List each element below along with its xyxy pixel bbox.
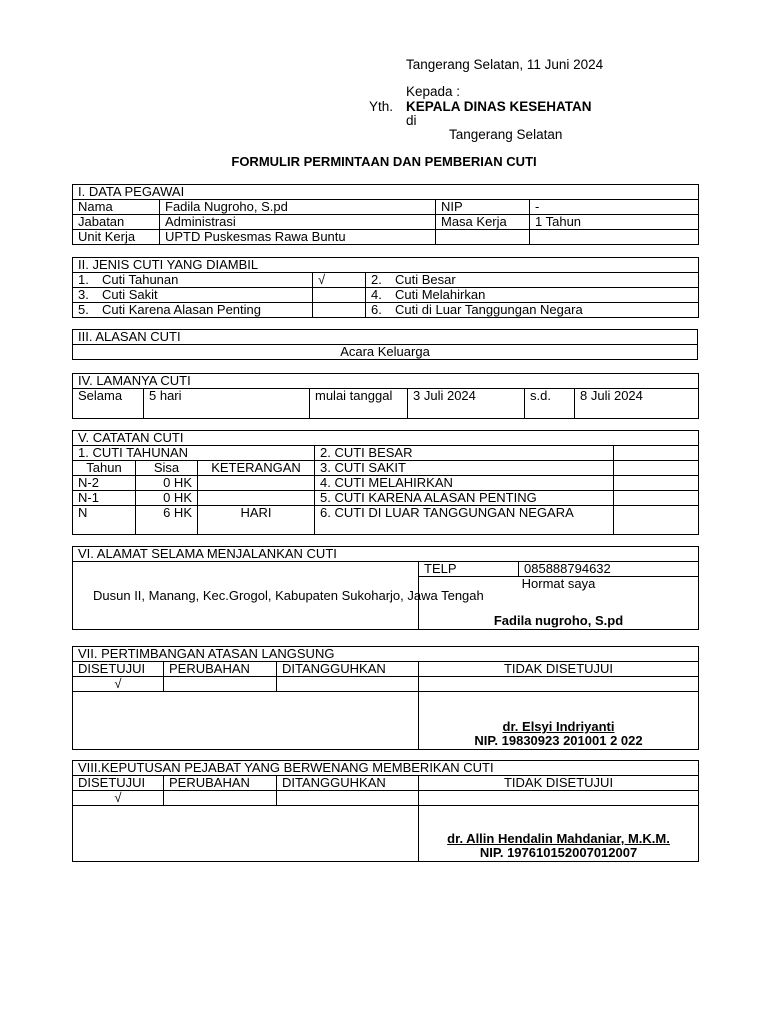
selama-value: 5 hari (144, 389, 310, 419)
col-perubahan: PERUBAHAN (164, 776, 277, 791)
hormat-saya: Hormat saya (521, 576, 596, 591)
section-data-pegawai (72, 184, 699, 245)
disetujui-checkmark: √ (73, 677, 164, 692)
pejabat-name: dr. Allin Hendalin Mahdaniar, M.K.M. (447, 831, 670, 846)
catatan-cuti-melahirkan: 4. CUTI MELAHIRKAN (315, 476, 614, 491)
unit-kerja-label: Unit Kerja (73, 230, 160, 245)
sisa-cell: 0 HK (136, 491, 198, 506)
empty-cell (614, 476, 699, 491)
pejabat-nip: NIP. 197610152007012007 (479, 845, 638, 860)
empty-cell (73, 806, 419, 862)
section-6-title: VI. ALAMAT SELAMA MENJALANKAN CUTI (73, 547, 699, 562)
col-perubahan: PERUBAHAN (164, 662, 277, 677)
col-disetujui: DISETUJUI (73, 662, 164, 677)
col-keterangan: KETERANGAN (198, 461, 315, 476)
start-date: 3 Juli 2024 (408, 389, 525, 419)
masa-kerja-value: 1 Tahun (530, 215, 699, 230)
cuti-tahunan-option: 1. Cuti Tahunan (73, 273, 313, 288)
yth-label: Yth. (369, 99, 394, 114)
keterangan-cell (198, 476, 315, 491)
section-5-title: V. CATATAN CUTI (73, 431, 699, 446)
nip-label: NIP (436, 200, 530, 215)
cuti-alasan-penting-option: 5. Cuti Karena Alasan Penting (73, 303, 313, 318)
catatan-cuti-sakit: 3. CUTI SAKIT (315, 461, 614, 476)
alasan-value: Acara Keluarga (73, 345, 698, 360)
empty-cell (277, 677, 419, 692)
empty-cell (164, 791, 277, 806)
empty-cell (73, 692, 419, 750)
empty-cell (614, 506, 699, 535)
nama-label: Nama (73, 200, 160, 215)
nip-value: - (530, 200, 699, 215)
cuti-tahunan-heading: 1. CUTI TAHUNAN (73, 446, 315, 461)
empty-cell (614, 491, 699, 506)
catatan-cuti-alasan-penting: 5. CUTI KARENA ALASAN PENTING (315, 491, 614, 506)
cuti-melahirkan-option: 4. Cuti Melahirkan (366, 288, 699, 303)
jabatan-label: Jabatan (73, 215, 160, 230)
section-lamanya-cuti (72, 373, 699, 419)
section-alamat (72, 546, 699, 630)
place-date: Tangerang Selatan, 11 Juni 2024 (406, 57, 604, 72)
catatan-cuti-luar-tanggungan: 6. CUTI DI LUAR TANGGUNGAN NEGARA (315, 506, 614, 535)
empty-cell (530, 230, 699, 245)
jabatan-value: Administrasi (160, 215, 436, 230)
section-3-title: III. ALASAN CUTI (73, 330, 698, 345)
empty-cell (614, 446, 699, 461)
tahun-cell: N (73, 506, 136, 535)
empty-cell (614, 461, 699, 476)
col-disetujui: DISETUJUI (73, 776, 164, 791)
sisa-cell: 6 HK (136, 506, 198, 535)
telp-value: 085888794632 (519, 562, 699, 577)
empty-cell (277, 791, 419, 806)
section-7-title: VII. PERTIMBANGAN ATASAN LANGSUNG (73, 647, 699, 662)
section-catatan-cuti (72, 430, 699, 535)
recipient: KEPALA DINAS KESEHATAN (406, 99, 592, 114)
masa-kerja-label: Masa Kerja (436, 215, 530, 230)
section-alasan-cuti (72, 329, 698, 360)
end-date: 8 Juli 2024 (575, 389, 699, 419)
section-4-title: IV. LAMANYA CUTI (73, 374, 699, 389)
selama-label: Selama (73, 389, 144, 419)
catatan-cuti-besar: 2. CUTI BESAR (315, 446, 614, 461)
signature-area (419, 577, 699, 630)
form-title: FORMULIR PERMINTAAN DAN PEMBERIAN CUTI (231, 154, 537, 169)
cuti-sakit-option: 3. Cuti Sakit (73, 288, 313, 303)
telp-label: TELP (419, 562, 519, 577)
di-label: di (406, 113, 417, 128)
empty-cell (436, 230, 530, 245)
alamat-value: Dusun II, Manang, Kec.Grogol, Kabupaten Sukoharjo, Jawa Tengah (73, 562, 419, 630)
keterangan-cell: HARI (198, 506, 315, 535)
section-1-title: I. DATA PEGAWAI (73, 185, 699, 200)
empty-cell (164, 677, 277, 692)
recipient-city: Tangerang Selatan (449, 127, 563, 142)
pejabat-signature (419, 806, 699, 862)
nama-value: Fadila Nugroho, S.pd (160, 200, 436, 215)
unit-kerja-value: UPTD Puskesmas Rawa Buntu (160, 230, 436, 245)
section-jenis-cuti (72, 257, 699, 318)
section-2-title: II. JENIS CUTI YANG DIAMBIL (73, 258, 699, 273)
sd-label: s.d. (525, 389, 575, 419)
mulai-tanggal-label: mulai tanggal (310, 389, 408, 419)
col-ditangguhkan: DITANGGUHKAN (277, 662, 419, 677)
kepada-label: Kepada : (406, 84, 461, 99)
sisa-cell: 0 HK (136, 476, 198, 491)
section-pertimbangan-atasan (72, 646, 699, 750)
col-sisa: Sisa (136, 461, 198, 476)
cuti-tahunan-checkmark: √ (313, 273, 366, 288)
section-8-title: VIII.KEPUTUSAN PEJABAT YANG BERWENANG MEMBERIKAN CUTI (73, 761, 699, 776)
atasan-name: dr. Elsyi Indriyanti (502, 719, 615, 734)
col-tidak-disetujui: TIDAK DISETUJUI (419, 776, 699, 791)
keterangan-cell (198, 491, 315, 506)
col-tahun: Tahun (73, 461, 136, 476)
pemohon-name: Fadila nugroho, S.pd (493, 613, 624, 628)
tahun-cell: N-1 (73, 491, 136, 506)
atasan-nip: NIP. 19830923 201001 2 022 (474, 733, 643, 748)
cuti-alasan-penting-check (313, 303, 366, 318)
disetujui-checkmark: √ (73, 791, 164, 806)
cuti-sakit-check (313, 288, 366, 303)
tahun-cell: N-2 (73, 476, 136, 491)
empty-cell (419, 677, 699, 692)
cuti-luar-tanggungan-option: 6. Cuti di Luar Tanggungan Negara (366, 303, 699, 318)
cuti-besar-option: 2. Cuti Besar (366, 273, 699, 288)
empty-cell (419, 791, 699, 806)
section-keputusan-pejabat (72, 760, 699, 862)
col-ditangguhkan: DITANGGUHKAN (277, 776, 419, 791)
atasan-signature (419, 692, 699, 750)
col-tidak-disetujui: TIDAK DISETUJUI (419, 662, 699, 677)
